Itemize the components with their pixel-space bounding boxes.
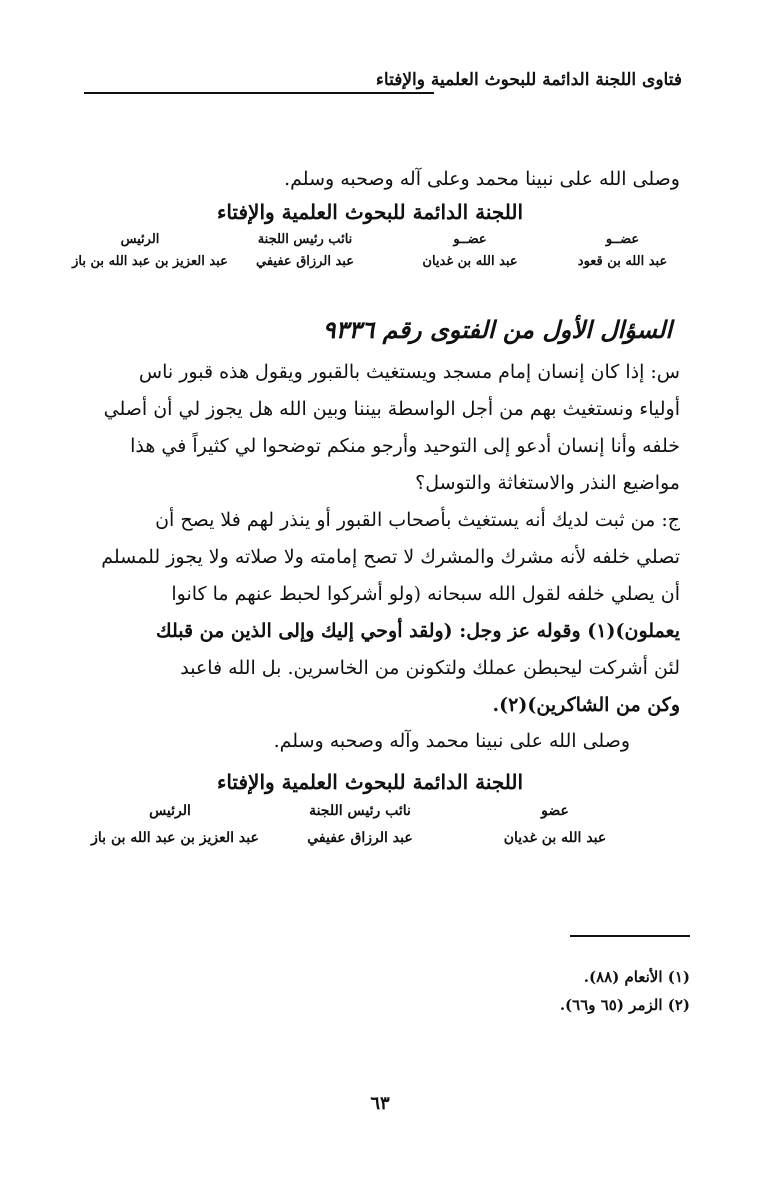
question-line: أولياء ونستغيث بهم من أجل الواسطة بيننا وبين الله هل يجوز لي أن أصلي xyxy=(103,398,680,420)
closing-prayer-1: وصلى الله على نبينا محمد وعلى آله وصحبه وسلم. xyxy=(284,168,680,190)
signatory-role: الرئيس xyxy=(120,232,160,247)
committee-title-2: اللجنة الدائمة للبحوث العلمية والإفتاء xyxy=(216,770,524,794)
footnote: (٢) الزمر (٦٥ و٦٦). xyxy=(559,996,690,1014)
answer-line: لئن أشركت ليحبطن عملك ولتكونن من الخاسرين. بل الله فاعبد xyxy=(180,657,680,679)
committee-title-1: اللجنة الدائمة للبحوث العلمية والإفتاء xyxy=(216,200,524,224)
signatory-name: عبد الرزاق عفيفي xyxy=(307,830,413,846)
answer-line: تصلي خلفه لأنه مشرك والمشرك لا تصح إمامته ولا صلاته ولا يجوز للمسلم xyxy=(101,546,680,568)
signatory-role: عضو xyxy=(541,803,569,819)
answer-line: ج: من ثبت لديك أنه يستغيث بأصحاب القبور أو ينذر لهم فلا يصح أن xyxy=(155,509,680,531)
footnote: (١) الأنعام (٨٨). xyxy=(583,968,690,986)
question-line: مواضيع النذر والاستغاثة والتوسل؟ xyxy=(415,472,680,494)
signatory-name: عبد الله بن قعود xyxy=(577,254,668,269)
answer-line: أن يصلي خلفه لقول الله سبحانه (ولو أشركوا لحبط عنهم ما كانوا xyxy=(171,583,680,605)
signatory-role: عضــو xyxy=(453,232,487,247)
signatory-role: نائب رئيس اللجنة xyxy=(257,232,353,247)
closing-prayer-2: وصلى الله على نبينا محمد وآله وصحبه وسلم. xyxy=(273,730,630,752)
answer-line: وكن من الشاكرين)(٢). xyxy=(492,694,680,716)
signatory-name: عبد العزيز بن عبد الله بن باز xyxy=(91,830,259,846)
page-number: ٦٣ xyxy=(370,1093,390,1114)
signatory-role: نائب رئيس اللجنة xyxy=(309,803,411,819)
header-rule xyxy=(84,92,434,94)
signatory-name: عبد العزيز بن عبد الله بن باز xyxy=(72,254,228,269)
question-line: خلفه وأنا إنسان أدعو إلى التوحيد وأرجو منكم توضحوا لي كثيراً في هذا xyxy=(130,435,680,457)
question-title: السؤال الأول من الفتوى رقم ٩٣٣٦ xyxy=(322,315,672,344)
signatory-name: عبد الله بن غديان xyxy=(503,830,607,846)
signatory-name: عبد الرزاق عفيفي xyxy=(256,254,354,269)
question-line: س: إذا كان إنسان إمام مسجد ويستغيث بالقبور ويقول هذه قبور ناس xyxy=(138,361,680,383)
signatory-role: عضــو xyxy=(605,232,640,247)
signatory-role: الرئيس xyxy=(149,803,191,819)
answer-line: يعملون)(١) وقوله عز وجل: (ولقد أوحي إليك وإلى الذين من قبلك xyxy=(155,620,680,642)
signatory-name: عبد الله بن غديان xyxy=(422,254,518,269)
footnote-rule xyxy=(570,935,690,937)
running-header: فتاوى اللجنة الدائمة للبحوث العلمية والإفتاء xyxy=(375,70,682,90)
